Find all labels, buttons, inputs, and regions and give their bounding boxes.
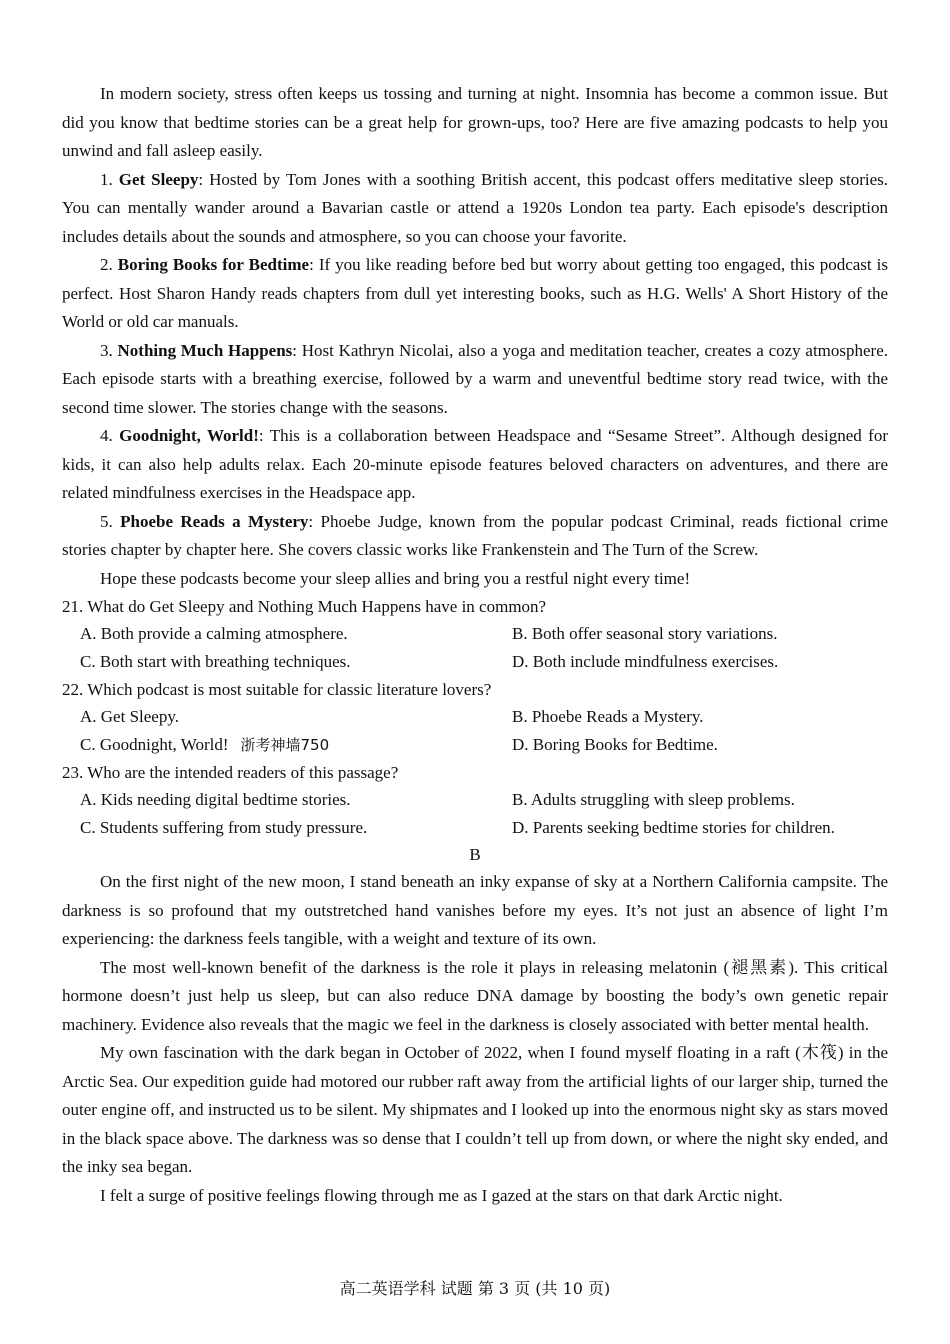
podcast-item-3 [62,337,888,423]
closing-paragraph: Hope these podcasts become your sleep allies and bring you a restful night every time! [100,568,691,588]
item-number: 3. [100,340,118,360]
exam-page [62,80,888,1210]
podcast-description: : Hosted by Tom Jones with a soothing British accent, this podcast offers meditative sleep stories. You can mentally wander around a Bavarian castle or attend a 1920s London tea party. Each episode's description includes details about the sounds and atmosphere, so you can choose your favorite. [62,169,888,246]
podcast-item-4 [62,422,888,508]
option-c: C. Both start with breathing techniques. [80,652,351,671]
question-stem: 21. What do Get Sleepy and Nothing Much Happens have in common? [62,597,547,616]
item-number: 2. [100,255,118,274]
option-a: A. Both provide a calming atmosphere. [80,624,348,643]
podcast-description: : Host Kathryn Nicolai, also a yoga and meditation teacher, creates a cozy atmosphere. Each episode starts with a breathing exercise, followed by a warm and uneventful bedtime story read twice, with the second time slower. The stories change with the seasons. [62,340,889,417]
item-number: 4. [100,426,120,445]
podcast-title: Boring Books for Bedtime [117,255,310,274]
podcast-item-5 [62,508,888,565]
answer-options [62,620,888,676]
answer-options [62,703,888,759]
podcast-description: : This is a collaboration between Headspace and “Sesame Street”. Although designed for kids, it can also help adults relax. Each 20-minute episode features beloved characters on adventures, and there are related mindfulness exercises in the Headspace app. [62,426,888,502]
question-23 [62,759,888,842]
podcast-title: Get Sleepy [118,169,199,189]
question-stem: 23. Who are the intended readers of this passage? [62,763,399,782]
option-d: D. Parents seeking bedtime stories for children. [512,818,835,837]
passage-b-paragraph-4: I felt a surge of positive feelings flowing through me as I gazed at the stars on that dark Arctic night. [100,1185,783,1205]
passage-b-paragraph-2: The most well-known benefit of the darkness is the role it plays in releasing melatonin (褪黑素). This critical hormone doesn’t just help us sleep, but can also reduce DNA damage by boosting the body’s own genetic repair machinery. Evidence also reveals that the magic we feel in the darkness is closely associated with better mental health. [62,957,888,1034]
option-a: A. Kids needing digital bedtime stories. [80,790,351,809]
passage-b-paragraph-3: My own fascination with the dark began in October of 2022, when I found myself floating in a raft (木筏) in the Arctic Sea. Our expedition guide had motored our rubber raft away from the artificial lights of our larger ship, turned the outer engine off, and instructed us to be silent. My shipmates and I looked up into the enormous night sky as stars moved in the black space above. The darkness was so dense that I couldn’t tell up from down, or where the night sky ended, and the inky sea began. [62,1043,888,1176]
section-b-heading: B [469,845,481,864]
item-number: 5. [100,511,121,531]
option-b: B. Adults struggling with sleep problems. [512,790,795,809]
podcast-title: Goodnight, World! [119,426,259,445]
question-22 [62,676,888,759]
podcast-item-2 [62,251,888,337]
podcast-description: : If you like reading before bed but worry about getting too engaged, this podcast is perfect. Host Sharon Handy reads chapters from dull yet interesting books, such as H.G. Wells' A Short History of the World or old car manuals. [62,255,888,331]
option-c-text: C. Goodnight, World! [80,735,229,754]
answer-options [62,786,888,842]
intro-paragraph: In modern society, stress often keeps us tossing and turning at night. Insomnia has become a common issue. But did you know that bedtime stories can be a great help for grown-ups, too? Here are five amazing podcasts to help you unwind and fall asleep easily. [62,84,888,160]
podcast-title: Phoebe Reads a Mystery [120,511,309,531]
podcast-item-1 [62,166,888,252]
option-a: A. Get Sleepy. [80,707,179,726]
passage-b-paragraph-1: On the first night of the new moon, I stand beneath an inky expanse of sky at a Northern California campsite. The darkness is so profound that my outstretched hand vanishes before my eyes. It’s not just an absence of light I’m experiencing: the darkness feels tangible, with a weight and texture of its own. [62,872,888,948]
option-c [62,731,494,759]
podcast-title: Nothing Much Happens [117,340,293,360]
question-stem: 22. Which podcast is most suitable for classic literature lovers? [62,680,492,699]
option-d: D. Boring Books for Bedtime. [512,735,718,754]
question-21 [62,593,888,676]
page-footer: 高二英语学科 试题 第 3 页 (共 10 页) [339,1279,611,1298]
option-c: C. Students suffering from study pressure. [80,818,368,837]
option-d: D. Both include mindfulness exercises. [512,652,779,671]
item-number: 1. [100,169,119,189]
podcast-description: : Phoebe Judge, known from the popular podcast Criminal, reads fictional crime stories chapter by chapter here. She covers classic works like Frankenstein and The Turn of the Screw. [62,511,888,559]
option-b: B. Phoebe Reads a Mystery. [512,707,704,726]
option-b: B. Both offer seasonal story variations. [512,624,778,643]
watermark-text: 浙考神墙750 [240,736,330,754]
